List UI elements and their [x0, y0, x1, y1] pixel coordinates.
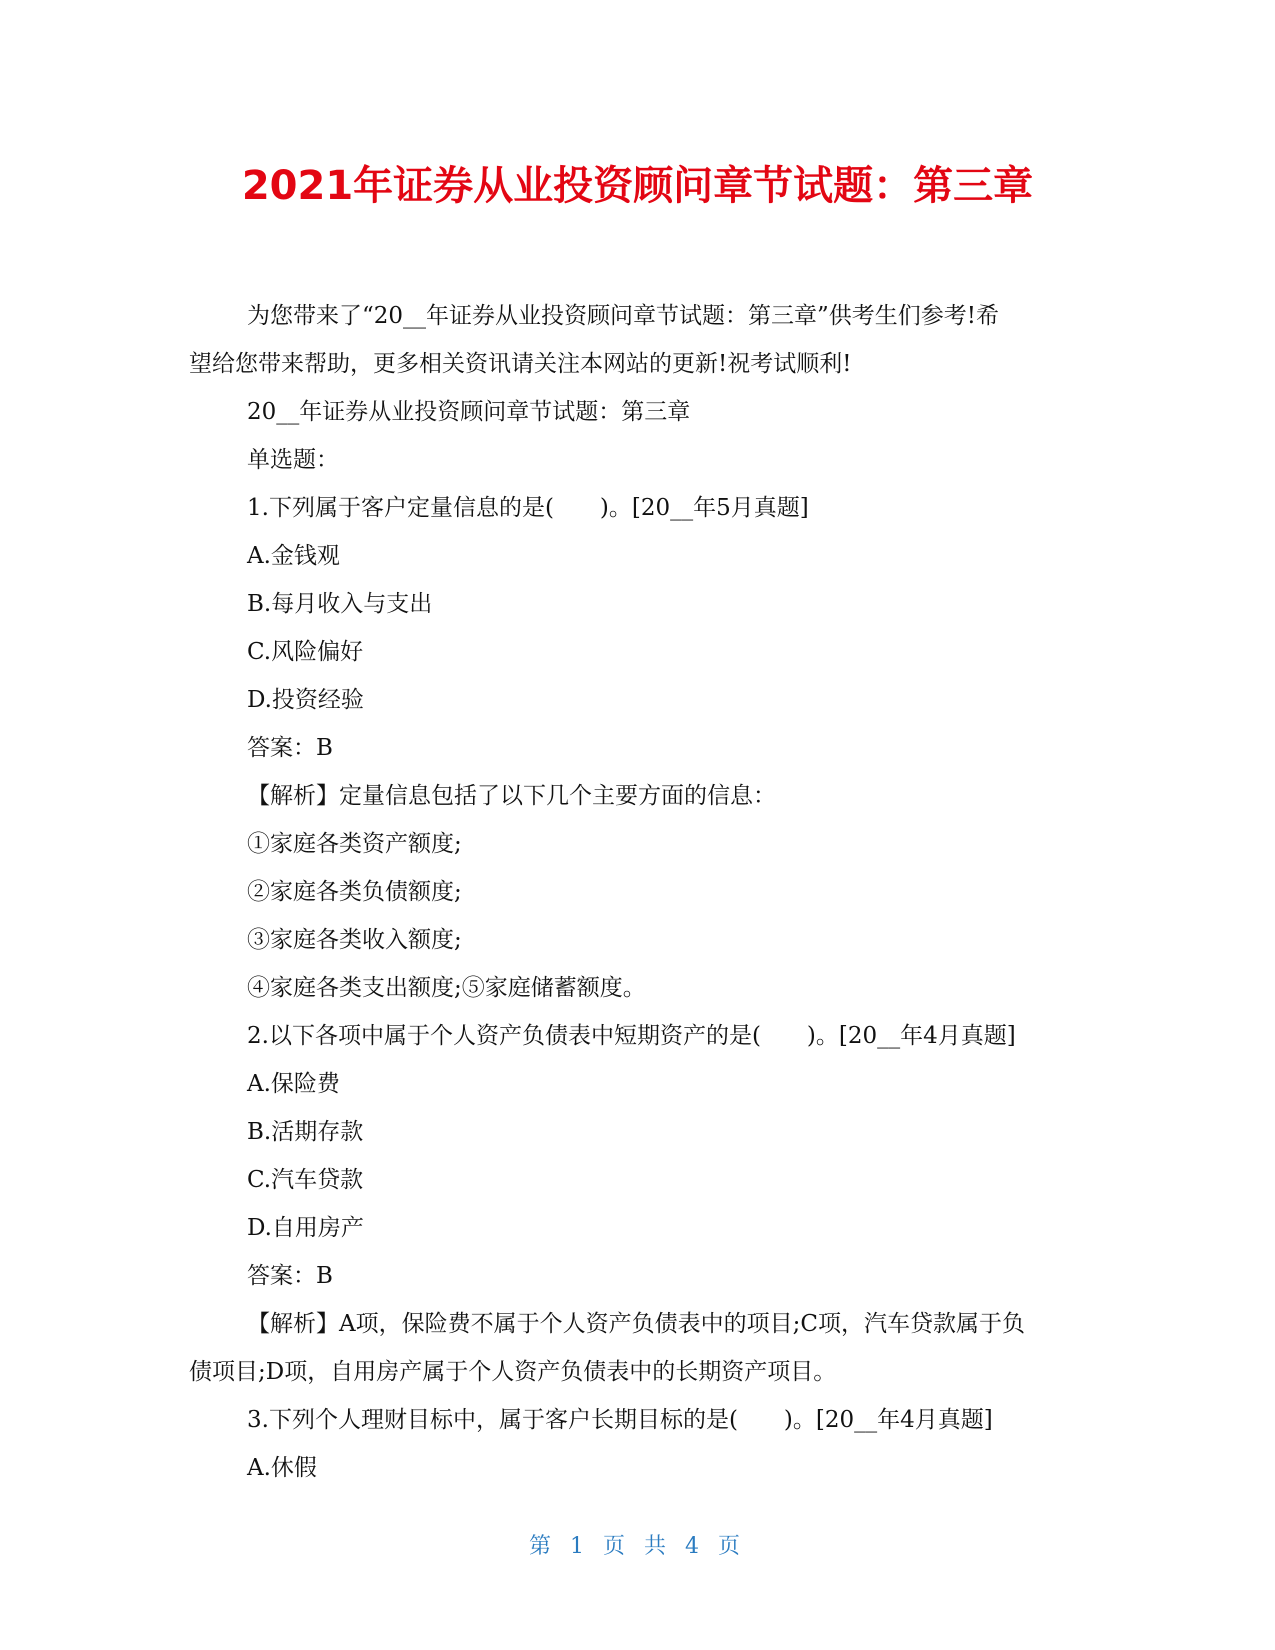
question-1-point-1: ①家庭各类资产额度; [247, 831, 462, 857]
question-1-stem: 1.下列属于客户定量信息的是( )。[20__年5月真题] [247, 495, 809, 521]
document-title: 2021年证券从业投资顾问章节试题：第三章 [241, 163, 1034, 209]
question-1-point-4: ④家庭各类支出额度;⑤家庭储蓄额度。 [247, 975, 646, 1001]
intro-line-2: 望给您带来帮助，更多相关资讯请关注本网站的更新!祝考试顺利! [189, 351, 852, 377]
intro-line-1: 为您带来了“20__年证券从业投资顾问章节试题：第三章”供考生们参考!希 [247, 303, 1000, 329]
question-2-option-c: C.汽车贷款 [247, 1167, 364, 1193]
document-subtitle: 20__年证券从业投资顾问章节试题：第三章 [247, 399, 691, 425]
question-1-option-d: D.投资经验 [247, 687, 364, 713]
question-1-point-3: ③家庭各类收入额度; [247, 927, 462, 953]
question-2-analysis-line-2: 债项目;D项，自用房产属于个人资产负债表中的长期资产项目。 [189, 1359, 837, 1385]
question-2-analysis-line-1: 【解析】A项，保险费不属于个人资产负债表中的项目;C项，汽车贷款属于负 [247, 1311, 1025, 1337]
question-1-option-a: A.金钱观 [247, 543, 340, 569]
question-2-option-a: A.保险费 [247, 1071, 340, 1097]
question-3-stem: 3.下列个人理财目标中，属于客户长期目标的是( )。[20__年4月真题] [247, 1407, 993, 1433]
question-2-option-d: D.自用房产 [247, 1215, 364, 1241]
question-1-analysis: 【解析】定量信息包括了以下几个主要方面的信息： [247, 783, 776, 809]
question-1-option-c: C.风险偏好 [247, 639, 364, 665]
question-1-answer: 答案：B [247, 735, 333, 761]
question-3-option-a: A.休假 [247, 1455, 317, 1481]
question-1-option-b: B.每月收入与支出 [247, 591, 433, 617]
question-2-option-b: B.活期存款 [247, 1119, 364, 1145]
document-body [189, 292, 1089, 1492]
question-2-answer: 答案：B [247, 1263, 333, 1289]
question-2-stem: 2.以下各项中属于个人资产负债表中短期资产的是( )。[20__年4月真题] [247, 1023, 1016, 1049]
question-1-point-2: ②家庭各类负债额度; [247, 879, 462, 905]
section-heading: 单选题： [247, 447, 339, 473]
page-footer: 第 1 页 共 4 页 [529, 1534, 746, 1559]
